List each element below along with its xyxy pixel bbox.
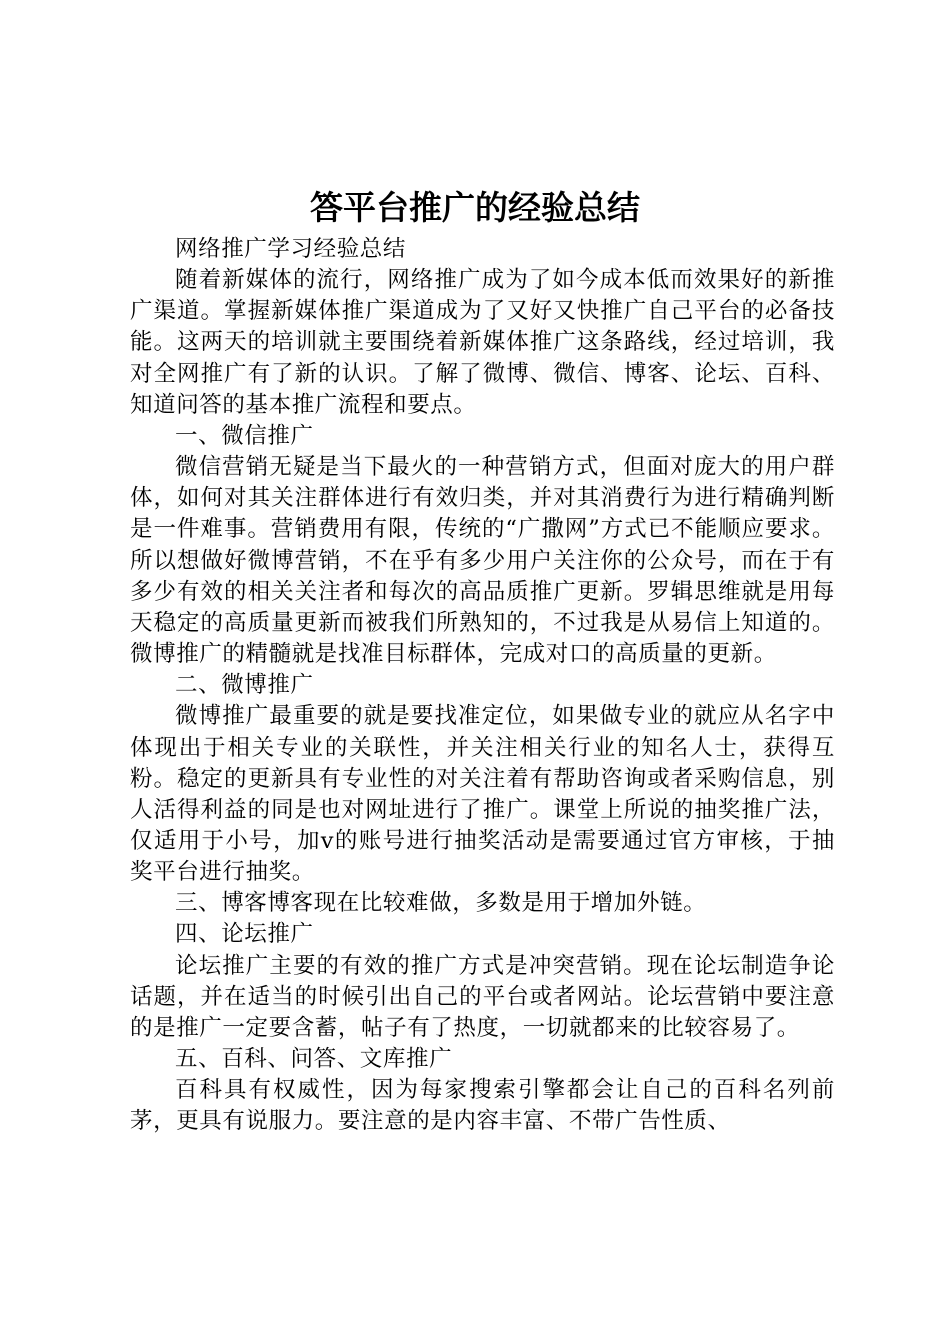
section-heading-wechat: 一、微信推广: [175, 422, 314, 449]
weibo-paragraph: 微博推广最重要的就是要找准定位，如果做专业的就应从名字中体现出于相关专业的关联性，并关注相关行业的知名人士，获得互粉。稳定的更新具有专业性的对关注着有帮助咨询或者采购信息，别人活得利益的同是也对网址进行了推广。课堂上所说的抽奖推广法，仅适用于小号，加v的账号进行抽奖活动是需要通过官方审核，于抽奖平台进行抽奖。: [130, 703, 835, 886]
document-title: 答平台推广的经验总结: [310, 188, 640, 227]
forum-paragraph: 论坛推广主要的有效的推广方式是冲突营销。现在论坛制造争论话题，并在适当的时候引出自己的平台或者网站。论坛营销中要注意的是推广一定要含蓄，帖子有了热度，一切就都来的比较容易了。: [130, 952, 835, 1041]
subtitle-paragraph: 网络推广学习经验总结: [175, 236, 407, 262]
section-heading-weibo: 二、微博推广: [175, 672, 314, 699]
section-heading-forum: 四、论坛推广: [175, 921, 314, 948]
baike-paragraph: 百科具有权威性，因为每家搜索引擎都会让自己的百科名列前茅，更具有说服力。要注意的是内容丰富、不带广告性质、: [130, 1077, 835, 1135]
blog-paragraph: 三、博客博客现在比较难做，多数是用于增加外链。: [175, 890, 707, 917]
wechat-paragraph: 微信营销无疑是当下最火的一种营销方式，但面对庞大的用户群体，如何对其关注群体进行有效归类，并对其消费行为进行精确判断是一件难事。营销费用有限，传统的“广撒网”方式已不能顺应要求。所以想做好微博营销，不在乎有多少用户关注你的公众号，而在于有多少有效的相关关注者和每次的高品质推广更新。罗辑思维就是用每天稳定的高质量更新而被我们所熟知的，不过我是从易信上知道的。微博推广的精髓就是找准目标群体，完成对口的高质量的更新。: [130, 454, 835, 668]
section-heading-baike: 五、百科、问答、文库推广: [175, 1046, 453, 1073]
intro-paragraph: 随着新媒体的流行，网络推广成为了如今成本低而效果好的新推广渠道。掌握新媒体推广渠道成为了又好又快推广自己平台的必备技能。这两天的培训就主要围绕着新媒体推广这条路线，经过培训，我对全网推广有了新的认识。了解了微博、微信、博客、论坛、百科、知道问答的基本推广流程和要点。: [130, 267, 835, 418]
document-body: [130, 234, 835, 1138]
